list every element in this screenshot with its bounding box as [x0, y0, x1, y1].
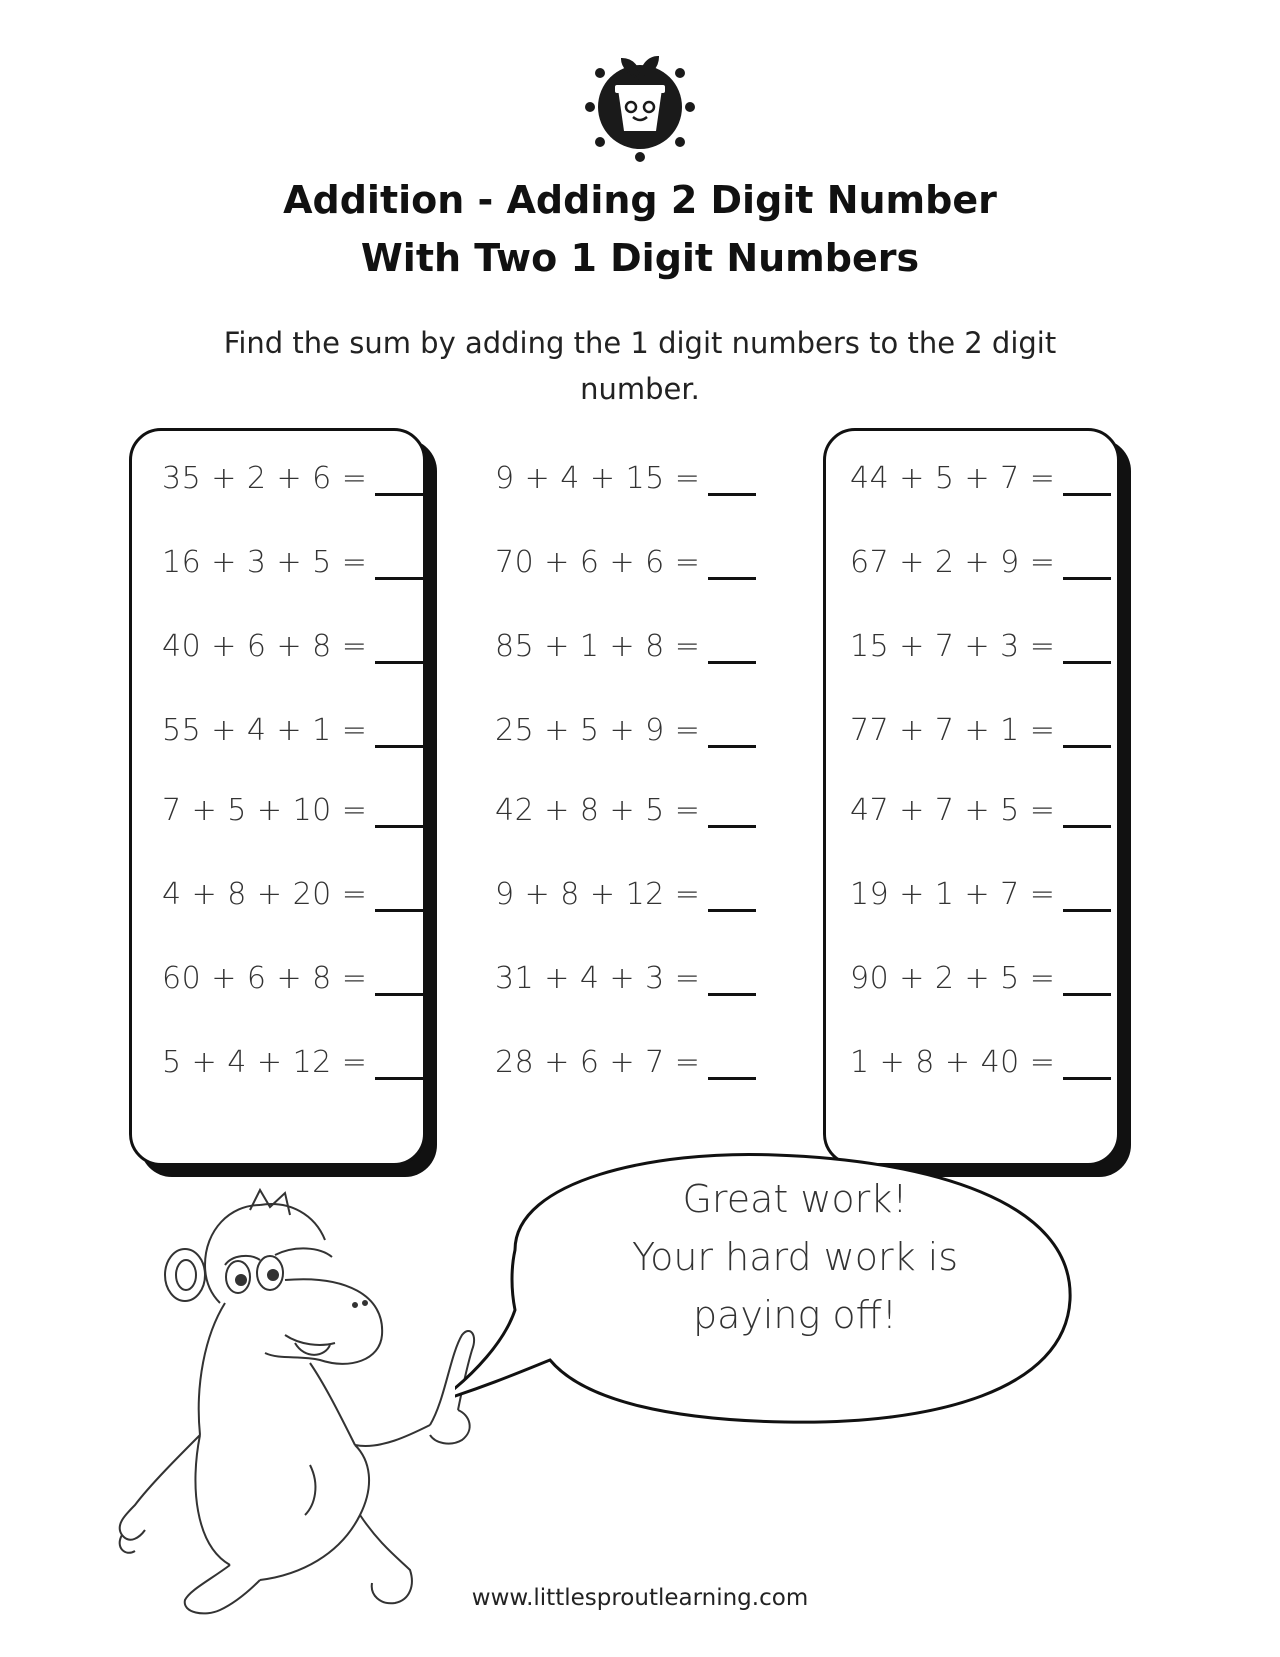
problem-row [850, 872, 1111, 912]
problem-expression: 19 + 1 + 7 = [850, 877, 1056, 912]
problem-expression: 28 + 6 + 7 = [495, 1045, 701, 1080]
problem-expression: 16 + 3 + 5 = [162, 545, 368, 580]
answer-blank[interactable] [375, 1049, 423, 1080]
problem-row [850, 540, 1111, 580]
sprout-pot-logo-icon [570, 45, 710, 165]
problem-expression: 42 + 8 + 5 = [495, 793, 701, 828]
answer-blank[interactable] [708, 1049, 756, 1080]
problem-row [495, 1040, 756, 1080]
problem-row [495, 708, 756, 748]
problem-row [495, 540, 756, 580]
answer-blank[interactable] [375, 633, 423, 664]
answer-blank[interactable] [1063, 633, 1111, 664]
answer-blank[interactable] [1063, 881, 1111, 912]
website-url: www.littlesproutlearning.com [471, 1585, 809, 1611]
problem-expression: 67 + 2 + 9 = [850, 545, 1056, 580]
answer-blank[interactable] [375, 881, 423, 912]
problem-expression: 15 + 7 + 3 = [850, 629, 1056, 664]
answer-blank[interactable] [1063, 797, 1111, 828]
problem-expression: 35 + 2 + 6 = [162, 461, 368, 496]
problem-expression: 47 + 7 + 5 = [850, 793, 1056, 828]
answer-blank[interactable] [375, 465, 423, 496]
problem-row [162, 624, 423, 664]
problem-row [850, 456, 1111, 496]
problem-expression: 5 + 4 + 12 = [162, 1045, 368, 1080]
answer-blank[interactable] [375, 965, 423, 996]
problem-row [162, 540, 423, 580]
problem-row [495, 788, 756, 828]
problem-row [162, 872, 423, 912]
problem-expression: 85 + 1 + 8 = [495, 629, 701, 664]
instructions-text: Find the sum by adding the 1 digit numbers to the 2 digit number. [223, 326, 1057, 406]
answer-blank[interactable] [708, 465, 756, 496]
problem-row [495, 456, 756, 496]
problem-row [162, 456, 423, 496]
answer-blank[interactable] [1063, 965, 1111, 996]
answer-blank[interactable] [375, 717, 423, 748]
problem-row [850, 788, 1111, 828]
problem-row [495, 956, 756, 996]
problem-expression: 77 + 7 + 1 = [850, 713, 1056, 748]
speech-bubble-text [610, 1170, 980, 1344]
problem-expression: 1 + 8 + 40 = [850, 1045, 1056, 1080]
problem-row [850, 708, 1111, 748]
problem-expression: 9 + 8 + 12 = [495, 877, 701, 912]
problem-expression: 25 + 5 + 9 = [495, 713, 701, 748]
answer-blank[interactable] [1063, 549, 1111, 580]
speech-line-3: paying off! [692, 1293, 898, 1337]
worksheet-title-line2: With Two 1 Digit Numbers [360, 236, 920, 280]
problem-expression: 44 + 5 + 7 = [850, 461, 1056, 496]
worksheet-title-line1: Addition - Adding 2 Digit Number [283, 178, 997, 222]
speech-line-2: Your hard work is [631, 1235, 959, 1279]
problem-expression: 55 + 4 + 1 = [162, 713, 368, 748]
problem-expression: 90 + 2 + 5 = [850, 961, 1056, 996]
problem-row [162, 956, 423, 996]
answer-blank[interactable] [708, 717, 756, 748]
speech-line-1: Great work! [682, 1177, 908, 1221]
answer-blank[interactable] [1063, 1049, 1111, 1080]
answer-blank[interactable] [708, 797, 756, 828]
problem-row [162, 788, 423, 828]
problem-row [495, 872, 756, 912]
problem-row [162, 1040, 423, 1080]
problem-expression: 31 + 4 + 3 = [495, 961, 701, 996]
answer-blank[interactable] [708, 881, 756, 912]
answer-blank[interactable] [1063, 465, 1111, 496]
problem-expression: 4 + 8 + 20 = [162, 877, 368, 912]
problem-row [495, 624, 756, 664]
answer-blank[interactable] [375, 797, 423, 828]
answer-blank[interactable] [1063, 717, 1111, 748]
problem-row [850, 956, 1111, 996]
answer-blank[interactable] [708, 965, 756, 996]
problem-expression: 9 + 4 + 15 = [495, 461, 701, 496]
answer-blank[interactable] [708, 633, 756, 664]
problem-row [850, 1040, 1111, 1080]
problem-expression: 70 + 6 + 6 = [495, 545, 701, 580]
problem-row [850, 624, 1111, 664]
problem-expression: 40 + 6 + 8 = [162, 629, 368, 664]
problem-row [162, 708, 423, 748]
problem-expression: 60 + 6 + 8 = [162, 961, 368, 996]
problem-expression: 7 + 5 + 10 = [162, 793, 368, 828]
answer-blank[interactable] [375, 549, 423, 580]
answer-blank[interactable] [708, 549, 756, 580]
